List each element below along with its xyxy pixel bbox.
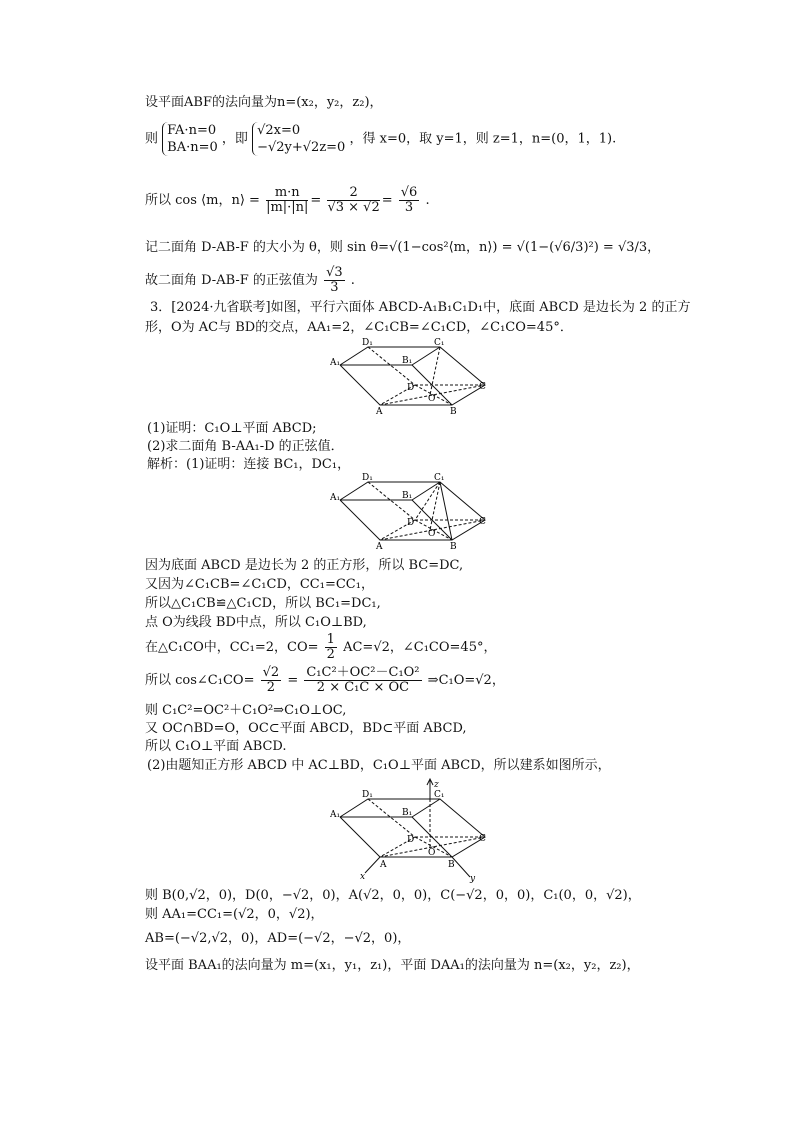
- text-line: (2)由题知正方形 ABCD 中 AC⊥BD，C₁O⊥平面 ABCD，所以建系如图所示，: [147, 758, 611, 773]
- numerator: √6: [400, 185, 418, 200]
- label-D1: D₁: [362, 473, 373, 483]
- denominator: 2 × C₁C × OC: [316, 680, 410, 695]
- label-O: O: [428, 529, 436, 539]
- label-A: A: [380, 860, 387, 870]
- text: .: [350, 273, 355, 288]
- co-line: [145, 633, 496, 662]
- text: 则: [145, 131, 159, 147]
- label-O: O: [428, 848, 436, 858]
- denominator: |m|·|n|: [266, 200, 309, 215]
- equation: FA·n=0: [167, 123, 217, 138]
- text-line: 点 O为线段 BD中点，所以 C₁O⊥BD,: [145, 615, 367, 630]
- denominator: 2: [326, 647, 335, 662]
- text: ⇒C₁O=√2，: [427, 673, 505, 688]
- equation: BA·n=0: [167, 140, 218, 155]
- text-line: 记二面角 D-AB-F 的大小为 θ，则 sin θ=√(1−cos²⟨m，n⟩) = √(1−(√6/3)²) = √3/3，: [145, 240, 661, 255]
- question-1: (1)证明：C₁O⊥平面 ABCD;: [147, 421, 317, 436]
- numerator: √3: [326, 265, 343, 280]
- label-C: C: [479, 834, 486, 844]
- text: 故二面角 D-AB-F 的正弦值为: [145, 273, 318, 288]
- label-D: D: [407, 383, 415, 393]
- text: 所以 cos∠C₁CO=: [145, 673, 255, 688]
- denominator: 3: [330, 280, 339, 295]
- law-of-cosines-line: [145, 666, 505, 695]
- text-line: 则 C₁C²=OC²＋C₁O²⇒C₁O⊥OC,: [145, 703, 347, 718]
- label-B1: B₁: [402, 808, 413, 818]
- problem-text: 3．[2024·九省联考]如图，平行六面体 ABCD-A₁B₁C₁D₁中，底面 ABCD 是边长为 2 的正方: [150, 300, 691, 315]
- label-D1: D₁: [362, 338, 373, 348]
- label-C1: C₁: [434, 790, 445, 800]
- text-line: 因为底面 ABCD 是边长为 2 的正方形，所以 BC=DC,: [145, 558, 464, 573]
- label-B: B: [448, 860, 455, 870]
- numerator: 2: [327, 186, 379, 201]
- system-right: [252, 122, 345, 156]
- fraction: [325, 633, 337, 662]
- coordinate-figure: [330, 775, 500, 885]
- answer-line: [145, 266, 355, 295]
- denominator: 2: [266, 680, 276, 695]
- text: ，得 x=0，取 y=1，则 z=1，n=(0，1，1).: [349, 131, 617, 147]
- system-left: [162, 122, 218, 156]
- axis-z-label: z: [434, 780, 439, 790]
- label-B: B: [450, 407, 457, 417]
- label-O: O: [428, 394, 436, 404]
- label-A1: A₁: [330, 358, 341, 368]
- label-D: D: [407, 835, 415, 845]
- label-C1: C₁: [434, 473, 445, 483]
- text: AC=√2，∠C₁CO=45°，: [343, 640, 497, 655]
- text: =: [287, 673, 299, 688]
- text-line: 则 B(0,√2，0)，D(0，−√2，0)，A(√2，0，0)，C(−√2，0，0)，C₁(0，0，√2)，: [145, 888, 641, 903]
- axis-x-label: x: [360, 872, 366, 882]
- equation: √2x=0: [257, 123, 301, 138]
- label-D: D: [407, 518, 415, 528]
- text-line: 设平面ABF的法向量为n=(x₂，y₂，z₂)，: [145, 95, 383, 110]
- label-D1: D₁: [362, 790, 373, 800]
- label-B1: B₁: [402, 356, 413, 366]
- text: .: [425, 193, 430, 208]
- fraction: [324, 266, 345, 295]
- axis-y-label: y: [470, 874, 476, 884]
- text-line: 又 OC∩BD=O，OC⊂平面 ABCD，BD⊂平面 ABCD,: [145, 721, 467, 736]
- text-line: AB=(−√2,√2，0)，AD=(−√2，−√2，0)，: [145, 931, 411, 946]
- label-B: B: [450, 542, 457, 552]
- label-A1: A₁: [330, 810, 341, 820]
- text-line: 设平面 BAA₁的法向量为 m=(x₁，y₁，z₁)，平面 DAA₁的法向量为 n=(x₂，y₂，z₂)，: [145, 958, 640, 973]
- fraction: [399, 186, 420, 215]
- denominator: √3 × √2: [327, 200, 380, 215]
- equation-system-line: [145, 122, 616, 156]
- question-2: (2)求二面角 B-AA₁-D 的正弦值．: [147, 439, 344, 454]
- label-A: A: [376, 407, 383, 417]
- label-C: C: [479, 517, 486, 527]
- label-C: C: [479, 382, 486, 392]
- equation: −√2y+√2z=0: [257, 140, 346, 155]
- text-line: 又因为∠C₁CB=∠C₁CD，CC₁=CC₁，: [145, 577, 374, 592]
- text-line: 所以△C₁CB≌△C₁CD，所以 BC₁=DC₁,: [145, 596, 381, 611]
- text-line: 则 AA₁=CC₁=(√2，0，√2)，: [145, 907, 324, 922]
- numerator: m·n: [266, 186, 308, 201]
- problem-text: 形，O为 AC与 BD的交点，AA₁=2，∠C₁CB=∠C₁CD，∠C₁CO=45°．: [145, 320, 573, 335]
- label-B1: B₁: [402, 491, 413, 501]
- parallelepiped-figure-2: [330, 470, 490, 555]
- fraction: [304, 666, 421, 695]
- numerator: 1: [326, 632, 335, 647]
- fraction: [266, 186, 308, 215]
- fraction: [327, 186, 379, 215]
- label-C1: C₁: [434, 338, 445, 348]
- text: 在△C₁CO中，CC₁=2，CO=: [145, 640, 319, 655]
- solution-heading: 解析：(1)证明：连接 BC₁，DC₁，: [147, 457, 351, 472]
- text: 所以 cos ⟨m，n⟩ =: [145, 193, 260, 208]
- denominator: 3: [404, 200, 414, 215]
- text-line: 所以 C₁O⊥平面 ABCD.: [145, 739, 287, 754]
- label-A: A: [376, 542, 383, 552]
- fraction: [261, 666, 282, 695]
- numerator: √2: [262, 665, 280, 680]
- numerator: C₁C²＋OC²－C₁O²: [306, 665, 420, 680]
- parallelepiped-figure-1: [330, 335, 490, 420]
- label-A1: A₁: [330, 493, 341, 503]
- cos-formula-line: 所以 cos ⟨m，n⟩ = $\frac{m\cdot n}{|m|\cdot|n|}$ = $\frac{2}{√3 \times √2}$ = $\frac{√6}{3}$ .: [145, 185, 430, 215]
- text: ，即: [221, 131, 248, 147]
